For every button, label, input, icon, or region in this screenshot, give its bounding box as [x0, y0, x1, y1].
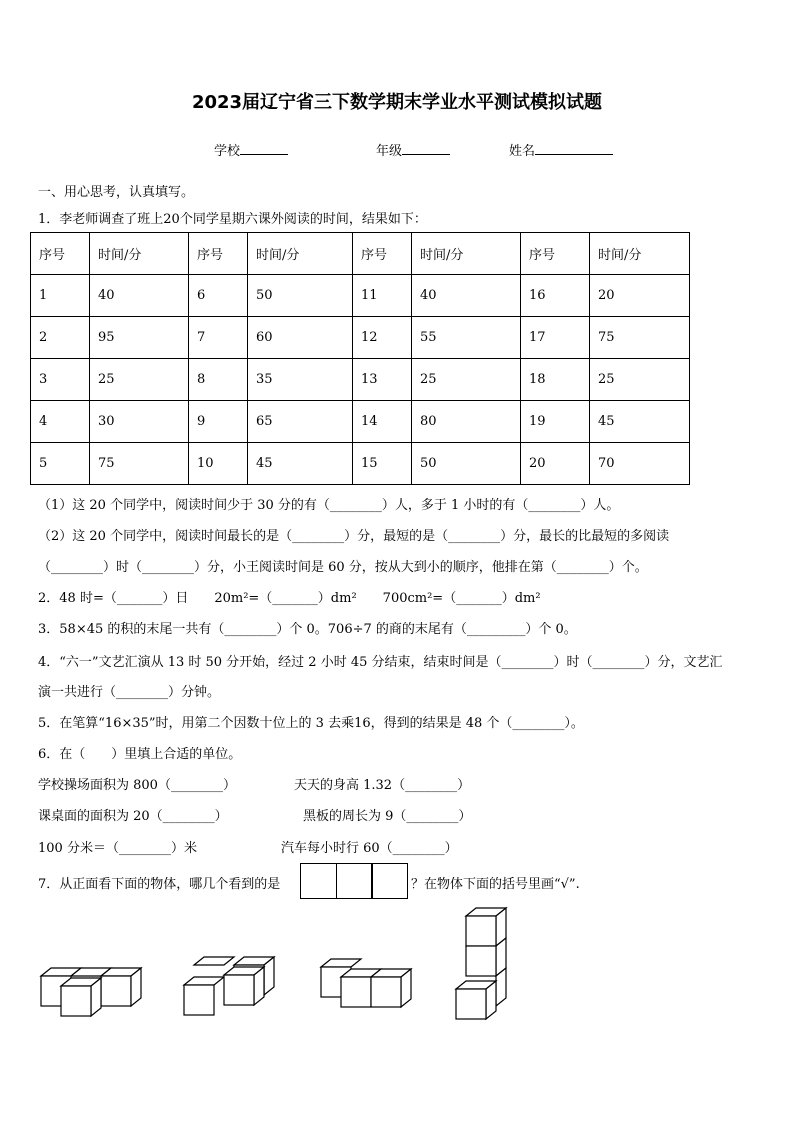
table-cell: 40 [90, 275, 189, 317]
table-cell: 2 [31, 317, 90, 359]
q1-intro: 1．李老师调查了班上20个同学星期六课外阅读的时间，结果如下： [38, 212, 427, 227]
cube-figure-4 [452, 905, 512, 1025]
q1-sub2-line1: （2）这 20 个同学中，阅读时间最长的是（________）分，最短的是（________）分，最长的比最短的多阅读 [38, 529, 670, 544]
table-cell: 12 [353, 317, 412, 359]
header-cell: 序号 [353, 233, 412, 275]
table-cell: 25 [412, 359, 521, 401]
q7-text-before: 7．从正面看下面的物体，哪几个看到的是 [38, 877, 281, 892]
table-cell: 80 [412, 401, 521, 443]
table-row [31, 317, 690, 359]
table-cell: 3 [31, 359, 90, 401]
table-cell: 50 [412, 443, 521, 485]
grade-blank[interactable] [402, 142, 450, 155]
table-cell: 25 [590, 359, 690, 401]
header-cell: 时间/分 [412, 233, 521, 275]
table-cell: 20 [521, 443, 590, 485]
q1-sub2-line2: （________）时（________）分，小王阅读时间是 60 分，按从大到小的顺序，他排在第（________）个。 [38, 560, 648, 575]
table-cell: 10 [189, 443, 248, 485]
table-cell: 25 [90, 359, 189, 401]
name-label: 姓名 [509, 144, 536, 159]
page-title: 2023届辽宁省三下数学期末学业水平测试模拟试题 [191, 92, 603, 113]
table-cell: 60 [248, 317, 353, 359]
table-cell: 50 [248, 275, 353, 317]
header-cell: 序号 [521, 233, 590, 275]
table-cell: 70 [590, 443, 690, 485]
table-cell: 75 [90, 443, 189, 485]
table-header-row [31, 233, 690, 275]
q2: 2．48 时=（_______）日 20m²=（_______）dm² 700cm²=（_______）dm² [38, 591, 541, 606]
q6-item-c: 课桌面的面积为 20（________） [38, 809, 228, 824]
table-cell: 75 [590, 317, 690, 359]
table-row [31, 359, 690, 401]
table-cell: 17 [521, 317, 590, 359]
q7-text-after: ？在物体下面的括号里画“√”. [411, 877, 580, 892]
header-cell: 时间/分 [590, 233, 690, 275]
section-heading: 一、用心思考，认真填写。 [38, 185, 195, 200]
school-field [214, 140, 288, 159]
table-cell: 8 [189, 359, 248, 401]
q6-item-f: 汽车每小时行 60（________） [281, 841, 458, 856]
table-row [31, 275, 690, 317]
table-cell: 14 [353, 401, 412, 443]
square [371, 863, 408, 899]
table-cell: 5 [31, 443, 90, 485]
table-cell: 35 [248, 359, 353, 401]
table-cell: 4 [31, 401, 90, 443]
table-cell: 13 [353, 359, 412, 401]
table-cell: 15 [353, 443, 412, 485]
table-cell: 19 [521, 401, 590, 443]
q5: 5．在笔算“16×35”时，用第二个因数十位上的 3 去乘16，得到的结果是 48 个（________）。 [38, 716, 584, 731]
table-cell: 55 [412, 317, 521, 359]
table-cell: 65 [248, 401, 353, 443]
table-cell: 45 [590, 401, 690, 443]
table-cell: 16 [521, 275, 590, 317]
front-view-three-squares [300, 863, 408, 899]
header-cell: 序号 [31, 233, 90, 275]
table-cell: 95 [90, 317, 189, 359]
table-row [31, 443, 690, 485]
header-cell: 时间/分 [90, 233, 189, 275]
q1-sub1: （1）这 20 个同学中，阅读时间少于 30 分的有（________）人，多于 1 小时的有（________）人。 [38, 498, 620, 513]
q3: 3．58×45 的积的末尾一共有（________）个 0。706÷7 的商的末尾有（_________）个 0。 [38, 622, 577, 637]
cube-figure-1 [38, 962, 148, 1022]
table-cell: 30 [90, 401, 189, 443]
school-label: 学校 [214, 144, 241, 159]
table-cell: 9 [189, 401, 248, 443]
header-cell: 时间/分 [248, 233, 353, 275]
table-cell: 40 [412, 275, 521, 317]
table-cell: 1 [31, 275, 90, 317]
table-cell: 18 [521, 359, 590, 401]
grade-label: 年级 [376, 144, 403, 159]
q6-item-e: 100 分米＝（________）米 [38, 841, 197, 856]
table-cell: 7 [189, 317, 248, 359]
cube-figure-3 [318, 955, 418, 1015]
header-cell: 序号 [189, 233, 248, 275]
table-cell: 6 [189, 275, 248, 317]
reading-time-table [30, 232, 690, 485]
q6-item-d: 黑板的周长为 9（________） [303, 809, 472, 824]
school-blank[interactable] [240, 142, 288, 155]
table-cell: 11 [353, 275, 412, 317]
q6-item-a: 学校操场面积为 800（________） [38, 778, 236, 793]
table-row [31, 401, 690, 443]
grade-field [376, 140, 450, 159]
square [300, 863, 337, 899]
q4-line1: 4．“六一”文艺汇演从 13 时 50 分开始，经过 2 小时 45 分结束，结束时间是（________）时（________）分，文艺汇 [38, 655, 723, 670]
square [336, 863, 373, 899]
cube-figure-2 [180, 954, 280, 1024]
table-cell: 45 [248, 443, 353, 485]
name-field [509, 140, 613, 159]
q4-line2: 演一共进行（________）分钟。 [38, 685, 221, 700]
q6-item-b: 天天的身高 1.32（________） [294, 778, 471, 793]
q6-intro: 6．在（ ）里填上合适的单位。 [38, 747, 242, 762]
name-blank[interactable] [535, 142, 613, 155]
table-cell: 20 [590, 275, 690, 317]
